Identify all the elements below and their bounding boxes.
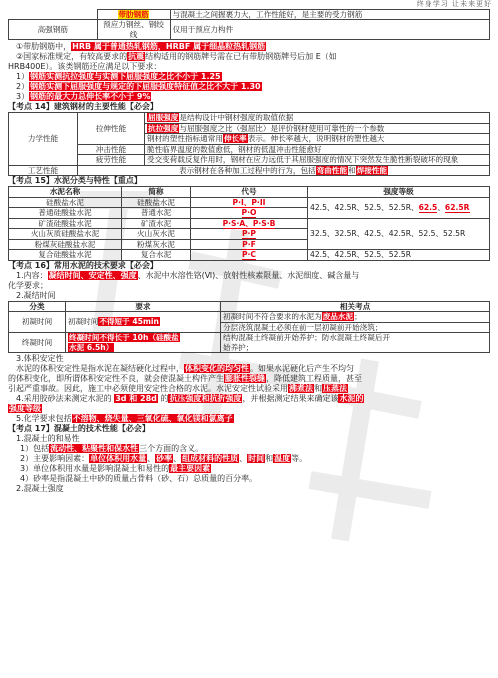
concrete-strength-title: 2.混凝土强度 [16, 484, 64, 494]
cement-header-code: 代号 [191, 187, 308, 197]
fatigue-label: 疲劳性能 [78, 155, 145, 165]
steel-properties-table [8, 112, 490, 176]
k14-title: 【考点 14】建筑钢材的主要性能【必会】 [8, 102, 158, 112]
tensile-strength-row: 抗拉强度与屈服强度之比（强屈比）是评价钢材使用可靠性的一个参数 [145, 123, 490, 133]
process-props-desc: 表示钢材在各种加工过程中的行为，包括弯曲性能和焊接性能 [78, 165, 490, 175]
workability-2: 2）主要影响因素：单位体积用水量、砂率、组成材料的性质、时间和温度等。 [20, 454, 308, 464]
workability-3: 3）单位体积用水量是影响混凝土和易性的最主要因素 [20, 464, 211, 474]
grade-group-3: 42.5、42.5R、52.5、52.5R [308, 250, 490, 260]
setting-time-table [8, 301, 490, 353]
grade-group-1: 42.5、42.5R、52.5、52.5R、62.5、62.5R [308, 197, 490, 218]
initial-setting-req: 初凝时间不得短于 45min [66, 312, 221, 333]
fatigue-desc: 受交变荷载反复作用时，钢材在应力远低于其屈服强度的情况下突然发生脆性断裂破坏的现象 [145, 155, 490, 165]
elongation-row: 钢材的塑性指标通常用伸长率表示。伸长率越大，说明钢材的塑性越大 [145, 134, 490, 144]
soundness-p2: 的体积变化，即所谓体积安定性不良，就会使混凝土构件产生膨胀性裂缝，降低建筑工程质量，甚至 [8, 374, 362, 384]
setting-header-req: 要求 [66, 301, 221, 311]
cement-table [8, 186, 490, 260]
cement-header-grade: 强度等级 [308, 187, 490, 197]
grade-group-2: 32.5、32.5R、42.5、42.5R、52.5、52.5R [308, 218, 490, 249]
process-props-label: 工艺性能 [9, 165, 78, 175]
k17-title: 【考点 17】混凝土的技术性能【必会】 [8, 424, 150, 434]
table-row: 复合硅酸盐水泥 复合水泥 P·C 42.5、42.5R、52.5、52.5R [9, 250, 490, 260]
rebar-note-3: HRB400E）。该类钢筋还应满足以下要求： [8, 62, 162, 72]
initial-setting-note-2: 分层浇筑混凝土必须在前一层初凝前开始浇筑； [221, 322, 490, 332]
setting-header-type: 分类 [9, 301, 66, 311]
k16-title: 【考点 16】常用水泥的技术要求【必会】 [8, 260, 158, 270]
cement-header-name: 水泥名称 [9, 187, 122, 197]
mech-props-label: 力学性能 [9, 113, 78, 165]
table-row: 普通硅酸盐水泥 普通水泥 P·O [9, 208, 490, 218]
soundness-p1: 水泥的体积安定性是指水泥在凝结硬化过程中，体积变化的均匀性。如果水泥硬化后产生不均匀 [16, 364, 354, 374]
rebar-note-2: ②国家标准规定，有较高要求的抗震结构适用的钢筋牌号需在已有带肋钢筋牌号后加 E（如 [16, 52, 337, 62]
setting-header-notes: 相关考点 [221, 301, 490, 311]
rebar-note-1: ①带肋钢筋中，HRB 属于普通热轧钢筋，HRBF 属于细晶粒热轧钢筋 [16, 42, 266, 52]
impact-label: 冲击性能 [78, 144, 145, 154]
k16-content-2: 化学要求； [8, 280, 48, 290]
yield-strength-row: 屈服强度是结构设计中钢材强度的取值依据 [145, 113, 490, 123]
k15-title: 【考点 15】水泥分类与特性【重点】 [8, 176, 142, 186]
workability-title: 1.混凝土的和易性 [16, 434, 80, 444]
table-row: 矿渣硅酸盐水泥 矿渣水泥 P·S·A、P·S·B 32.5、32.5R、42.5、42.5R、52.5、52.5R [9, 218, 490, 228]
table-row: 火山灰质硅酸盐水泥 火山灰水泥 P·P [9, 229, 490, 239]
rebar-type-table [8, 9, 490, 40]
tensile-label: 拉伸性能 [78, 113, 145, 144]
ribbed-rebar-name: 带肋钢筋 [118, 10, 149, 19]
strength-test-line-2: 强度等级 [9, 404, 41, 414]
rebar-req-3: 3）钢筋的最大力总伸长率不小于 9% [16, 92, 151, 102]
high-strength-rebar-use: 仅用于预应力构件 [170, 20, 490, 40]
workability-1: 1）包括流动性、粘聚性和保水性三个方面的含义。 [20, 444, 204, 454]
soundness-p3: 引起严重事故。因此，施工中必须使用安定性合格的水泥。水泥安定性试验采用沸煮法和压蒸法 [8, 384, 347, 394]
k16-content-1: 1.内容：凝结时间、安定性、强度、水泥中水溶性铬(Ⅵ)、放射性核素限量、水泥细度、碱含量与 [16, 270, 360, 280]
high-strength-rebar-name: 高强钢筋 [9, 20, 98, 40]
chemical-req-line: 5.化学要求包括不溶物、烧失量、三氧化硫、氧化镁和氯离子 [16, 414, 233, 424]
table-row: 粉煤灰硅酸盐水泥 粉煤灰水泥 P·F [9, 239, 490, 249]
final-setting-label: 终凝时间 [9, 333, 66, 353]
cement-header-abbr: 简称 [122, 187, 191, 197]
final-setting-note: 结构混凝土终凝前开始养护；防水混凝土终凝后开 始养护； [221, 333, 490, 353]
page-header: 终身学习 让未来更好 [416, 0, 492, 8]
high-strength-rebar-types: 预应力钢丝、钢绞线 [97, 20, 170, 40]
rebar-req-2: 2）钢筋实测下屈服强度与规定的下屈服强度特征值之比不大于 1.30 [16, 82, 261, 92]
ribbed-rebar-desc: 与混凝土之间握裹力大，工作性能好，是主要的受力钢筋 [170, 10, 490, 20]
workability-4: 4）砂率是指混凝土中砂的质量占骨料（砂、石）总质量的百分率。 [20, 474, 258, 484]
table-row: 硅酸盐水泥 硅酸盐水泥 P·I、P·II 42.5、42.5R、52.5、52.5R、62.5、62.5R [9, 197, 490, 207]
initial-setting-label: 初凝时间 [9, 312, 66, 333]
final-setting-req: 终凝时间不得长于 10h（硅酸盐 水泥 6.5h） [66, 333, 221, 353]
strength-test-line: 4.采用胶砂法来测定水泥的 3d 和 28d 的抗压强度和抗折强度，并根据测定结果来确定该水泥的 [16, 394, 364, 404]
rebar-req-1: 1）钢筋实测抗拉强度与实测下屈服强度之比不小于 1.25 [16, 72, 221, 82]
soundness-title: 3.体积安定性 [16, 354, 64, 364]
impact-desc: 脆性临界温度的数值愈低，钢材的低温冲击性能愈好 [145, 144, 490, 154]
initial-setting-note-1: 初凝时间不符合要求的水泥为废品水泥； [221, 312, 490, 322]
k16-setting-time: 2.凝结时间 [16, 290, 56, 300]
